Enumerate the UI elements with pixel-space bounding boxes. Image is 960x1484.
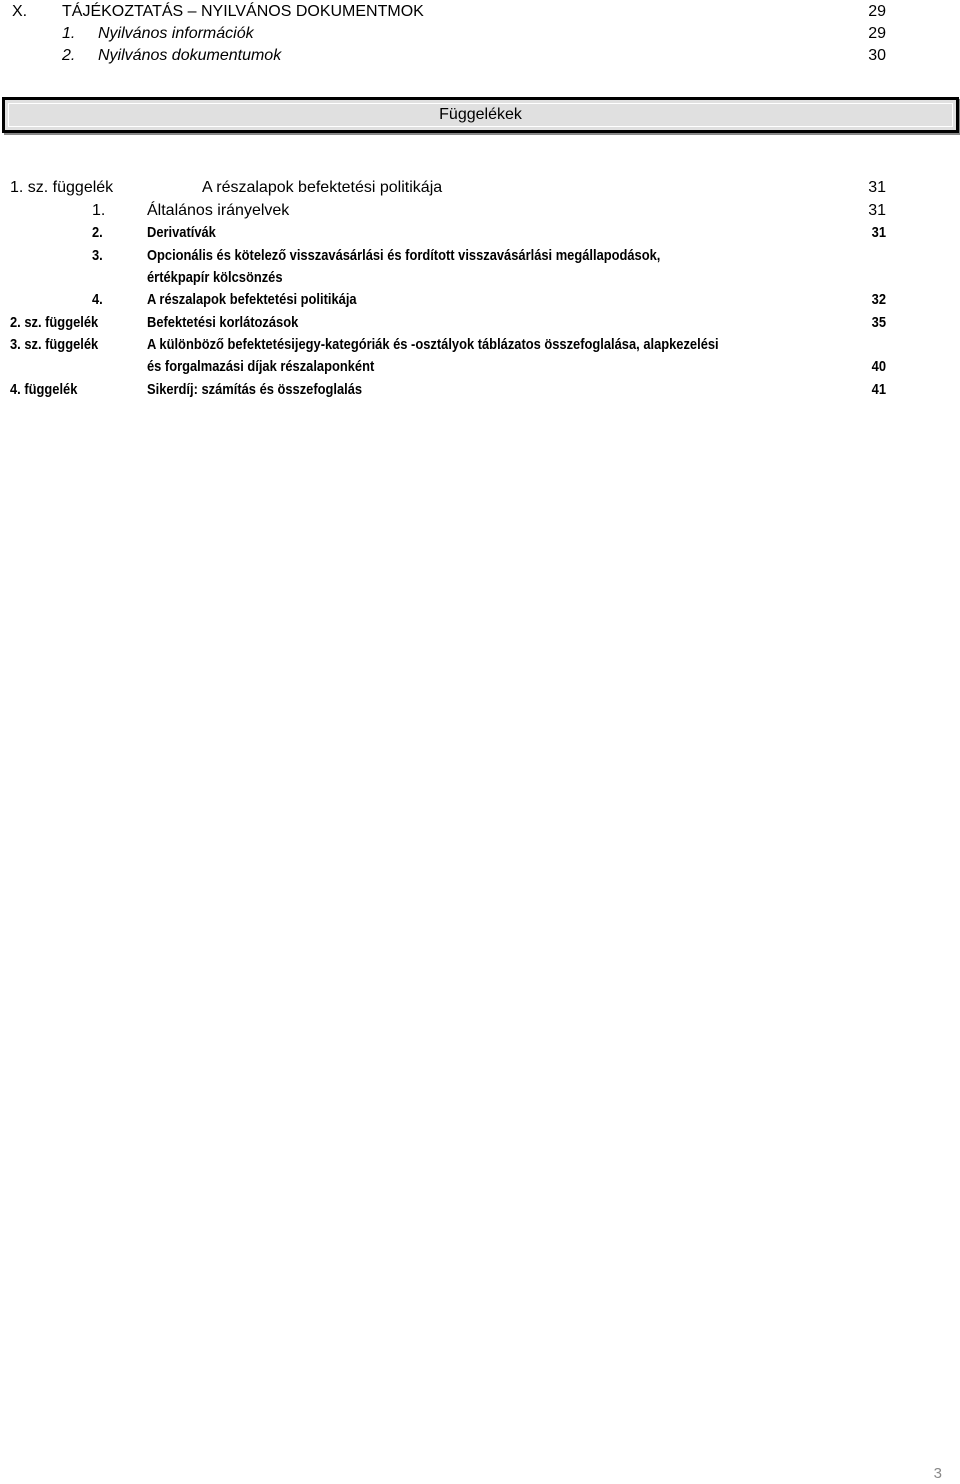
appendix-page: 35 (871, 314, 886, 331)
appendix-title[interactable]: Sikerdíj: számítás és összefoglalás (147, 381, 363, 398)
toc-item-title-line2[interactable]: értékpapír kölcsönzés (147, 269, 283, 286)
appendix-title[interactable]: Befektetési korlátozások (147, 314, 299, 331)
toc-item-page: 31 (871, 224, 886, 241)
appendix-title-line1[interactable]: A különböző befektetésijegy-kategóriák és -osztályok táblázatos összefoglalása, alapkezelési (147, 336, 719, 353)
toc-item-title[interactable]: Általános irányelvek (147, 202, 290, 219)
toc-item-page: 30 (868, 47, 886, 64)
appendix-title-line2[interactable]: és forgalmazási díjak részalaponként (147, 358, 375, 375)
toc-item-page: 29 (868, 25, 886, 42)
toc-item-number: 1. (92, 202, 106, 219)
toc-item-number: 2. (62, 47, 76, 64)
toc-item-title[interactable]: Derivatívák (147, 224, 216, 241)
appendix-page: 31 (868, 179, 886, 196)
toc-item-title[interactable]: Nyilvános információk (98, 25, 254, 42)
toc-item-number: 2. (92, 224, 103, 241)
appendix-page: 41 (871, 381, 886, 398)
appendix-label: 2. sz. függelék (10, 314, 99, 331)
appendix-label: 4. függelék (10, 381, 78, 398)
section-title[interactable]: TÁJÉKOZTATÁS – NYILVÁNOS DOKUMENTMOK (62, 3, 424, 20)
section-page: 29 (868, 3, 886, 20)
appendix-banner (2, 97, 959, 133)
toc-item-title[interactable]: A részalapok befektetési politikája (147, 291, 357, 308)
appendix-label: 1. sz. függelék (10, 179, 114, 196)
footer-page-number: 3 (933, 1465, 942, 1482)
appendix-banner-title: Függelékek (439, 106, 522, 123)
toc-item-number: 4. (92, 291, 103, 308)
toc-item-title-line1[interactable]: Opcionális és kötelező visszavásárlási és fordított visszavásárlási megállapodások, (147, 247, 661, 264)
toc-item-number: 1. (62, 25, 76, 42)
toc-item-page: 31 (868, 202, 886, 219)
toc-item-title[interactable]: Nyilvános dokumentumok (98, 47, 282, 64)
toc-item-page: 32 (871, 291, 886, 308)
appendix-page: 40 (871, 358, 886, 375)
appendix-title[interactable]: A részalapok befektetési politikája (202, 179, 443, 196)
appendix-label: 3. sz. függelék (10, 336, 99, 353)
toc-item-number: 3. (92, 247, 103, 264)
section-number: X. (12, 3, 28, 20)
